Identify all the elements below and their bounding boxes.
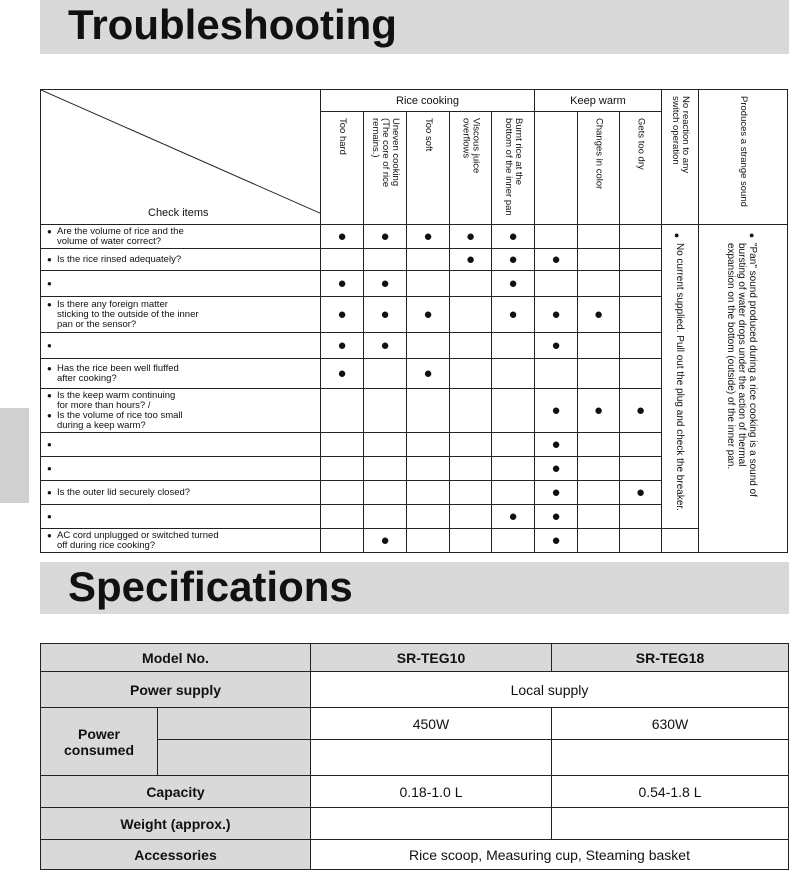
empty-cell: [578, 505, 620, 529]
applicable-dot-icon: ●: [364, 529, 407, 553]
empty-cell: [321, 481, 364, 505]
troubleshooting-title: Troubleshooting: [68, 1, 397, 48]
empty-cell: [620, 359, 662, 389]
check-item-text: during a keep warm?: [57, 419, 146, 431]
applicable-dot-icon: ●: [578, 297, 620, 333]
specifications-banner: [40, 562, 789, 614]
applicable-dot-icon: ●: [450, 249, 492, 271]
empty-cell: [578, 333, 620, 359]
applicable-dot-icon: ●: [535, 389, 578, 433]
bullet-icon: ●: [674, 230, 680, 240]
check-item-text: Has the rice been well fluffed: [57, 362, 179, 374]
keep-warm-header: Keep warm: [535, 90, 662, 112]
applicable-dot-icon: ●: [321, 333, 364, 359]
weight-label: Weight (approx.): [41, 808, 311, 840]
empty-cell: [620, 249, 662, 271]
empty-cell: [492, 333, 535, 359]
empty-cell: [450, 529, 492, 553]
empty-cell: [321, 249, 364, 271]
no-reaction-header: No reaction to any switch operation: [662, 90, 699, 225]
empty-cell: [407, 333, 450, 359]
applicable-dot-icon: ●: [535, 433, 578, 457]
empty-cell: [578, 481, 620, 505]
empty-cell: [535, 359, 578, 389]
empty-cell: [578, 457, 620, 481]
bullet-icon: ●: [47, 254, 52, 264]
empty-cell: [364, 249, 407, 271]
empty-cell: [321, 433, 364, 457]
empty-cell: [321, 529, 364, 553]
applicable-dot-icon: ●: [321, 225, 364, 249]
empty-cell: [492, 529, 535, 553]
applicable-dot-icon: ●: [407, 297, 450, 333]
specifications-table: [40, 643, 789, 870]
empty-cell: [578, 225, 620, 249]
empty-cell: [450, 333, 492, 359]
check-item-text: Is the volume of rice too small: [57, 409, 183, 421]
empty-cell: [620, 505, 662, 529]
bullet-icon: ●: [47, 439, 52, 449]
applicable-dot-icon: ●: [535, 249, 578, 271]
check-item: [41, 249, 321, 271]
specifications-title: Specifications: [68, 563, 353, 610]
empty-cell: [407, 271, 450, 297]
power-value-teg18: 630W: [552, 708, 789, 740]
empty-cell: [450, 297, 492, 333]
power-value-2-teg18: [552, 740, 789, 776]
applicable-dot-icon: ●: [620, 389, 662, 433]
model-sr-teg10: SR-TEG10: [311, 644, 552, 672]
bullet-icon: ●: [47, 390, 52, 400]
applicable-dot-icon: ●: [620, 481, 662, 505]
applicable-dot-icon: ●: [364, 225, 407, 249]
bullet-icon: ●: [47, 278, 52, 288]
capacity-label: Capacity: [41, 776, 311, 808]
power-value-teg10: 450W: [311, 708, 552, 740]
empty-cell: [321, 457, 364, 481]
applicable-dot-icon: ●: [535, 529, 578, 553]
empty-cell: [407, 433, 450, 457]
empty-cell: [620, 225, 662, 249]
symptom-column-header: Gets too dry: [620, 112, 662, 225]
empty-cell: [407, 249, 450, 271]
empty-cell: [620, 297, 662, 333]
symptom-column-header: Burnt rice at the bottom of the inner pan: [492, 112, 535, 225]
check-items-header: [41, 90, 321, 225]
bullet-icon: ●: [749, 230, 755, 240]
accessories-label: Accessories: [41, 840, 311, 870]
power-supply-label: Power supply: [41, 672, 311, 708]
empty-cell: [364, 433, 407, 457]
empty-cell: [535, 271, 578, 297]
symptom-column-header: Too hard: [321, 112, 364, 225]
empty-cell: [492, 389, 535, 433]
empty-cell: [364, 359, 407, 389]
strange-sound-note: [699, 225, 788, 553]
empty-cell: [492, 457, 535, 481]
empty-cell: [407, 529, 450, 553]
bullet-icon: ●: [47, 363, 52, 373]
symptom-column-header: [535, 112, 578, 225]
empty-cell: [364, 505, 407, 529]
check-item-text: Is the keep warm continuing: [57, 389, 176, 401]
weight-teg18: [552, 808, 789, 840]
applicable-dot-icon: ●: [535, 297, 578, 333]
bullet-icon: ●: [47, 340, 52, 350]
applicable-dot-icon: ●: [407, 359, 450, 389]
empty-cell: [450, 457, 492, 481]
check-item-text: Is there any foreign matter: [57, 298, 168, 310]
bullet-icon: ●: [47, 463, 52, 473]
applicable-dot-icon: ●: [364, 271, 407, 297]
power-sub-label-2: [158, 740, 311, 776]
symptom-column-header: Changes in color: [578, 112, 620, 225]
empty-cell: [578, 529, 620, 553]
empty-cell: [620, 529, 662, 553]
strange-sound-text: "Pan" sound produced during a rice cooking is a sound of bursting of water drops under the action of thermal expansion on the bottom (outside) of the inner pan.: [725, 243, 758, 497]
empty-cell: [620, 333, 662, 359]
check-item-text: off during rice cooking?: [57, 539, 156, 551]
troubleshooting-table: [40, 89, 788, 553]
empty-cell: [450, 389, 492, 433]
model-no-label: Model No.: [41, 644, 311, 672]
applicable-dot-icon: ●: [535, 333, 578, 359]
empty-cell: [578, 249, 620, 271]
check-item: [41, 333, 321, 359]
check-item: [41, 529, 321, 553]
troubleshooting-banner: [40, 0, 789, 54]
empty-cell: [620, 457, 662, 481]
check-item: [41, 457, 321, 481]
empty-cell: [620, 271, 662, 297]
empty-cell: [407, 389, 450, 433]
capacity-teg18: 0.54-1.8 L: [552, 776, 789, 808]
side-tab: [0, 408, 29, 503]
model-sr-teg18: SR-TEG18: [552, 644, 789, 672]
accessories-value: Rice scoop, Measuring cup, Steaming basket: [311, 840, 789, 870]
empty-cell: [364, 481, 407, 505]
power-value-2-teg10: [311, 740, 552, 776]
empty-cell: [492, 481, 535, 505]
applicable-dot-icon: ●: [535, 457, 578, 481]
applicable-dot-icon: ●: [492, 249, 535, 271]
empty-cell: [321, 389, 364, 433]
check-item-text: sticking to the outside of the inner: [57, 308, 199, 320]
empty-cell: [450, 271, 492, 297]
check-item-text: AC cord unplugged or switched turned: [57, 529, 219, 541]
symptom-column-header: Uneven cooking (The core of rice remains.): [364, 112, 407, 225]
empty-cell: [450, 505, 492, 529]
applicable-dot-icon: ●: [364, 297, 407, 333]
empty-cell: [450, 433, 492, 457]
empty-cell: [492, 433, 535, 457]
empty-cell: [407, 481, 450, 505]
check-item: [41, 481, 321, 505]
empty-cell: [407, 505, 450, 529]
power-sub-label-1: [158, 708, 311, 740]
check-item-row: [41, 529, 788, 553]
check-items-label: Check items: [148, 207, 209, 219]
symptom-column-header: Too soft: [407, 112, 450, 225]
check-item: [41, 505, 321, 529]
header-diagonal: [41, 90, 321, 214]
applicable-dot-icon: ●: [321, 359, 364, 389]
check-item-text: Is the outer lid securely closed?: [57, 486, 191, 498]
empty-cell: [620, 433, 662, 457]
applicable-dot-icon: ●: [321, 271, 364, 297]
check-item-text: volume of water correct?: [57, 235, 162, 247]
check-item: [41, 225, 321, 249]
check-item-text: after cooking?: [57, 372, 117, 384]
bullet-icon: ●: [47, 299, 52, 309]
check-item-text: Is the rice rinsed adequately?: [57, 253, 182, 265]
applicable-dot-icon: ●: [535, 505, 578, 529]
applicable-dot-icon: ●: [492, 505, 535, 529]
empty-cell: [321, 505, 364, 529]
bullet-icon: ●: [47, 410, 52, 420]
check-item-row: [41, 225, 788, 249]
weight-teg10: [311, 808, 552, 840]
check-item: [41, 389, 321, 433]
empty-cell: [450, 359, 492, 389]
bullet-icon: ●: [47, 226, 52, 236]
rice-cooking-header: Rice cooking: [321, 90, 535, 112]
check-item-text: for more than hours? /: [57, 399, 151, 411]
empty-cell: [662, 529, 699, 553]
check-item: [41, 271, 321, 297]
check-item-text: pan or the sensor?: [57, 318, 137, 330]
check-item: [41, 297, 321, 333]
power-supply-value: Local supply: [311, 672, 789, 708]
no-reaction-note: [662, 225, 699, 529]
empty-cell: [492, 359, 535, 389]
check-item: [41, 433, 321, 457]
applicable-dot-icon: ●: [578, 389, 620, 433]
no-reaction-text: No current supplied. Pull out the plug and check the breaker.: [674, 243, 685, 511]
strange-sound-header: Produces a strange sound: [699, 90, 788, 225]
applicable-dot-icon: ●: [492, 271, 535, 297]
bullet-icon: ●: [47, 487, 52, 497]
applicable-dot-icon: ●: [364, 333, 407, 359]
empty-cell: [578, 271, 620, 297]
check-item: [41, 359, 321, 389]
bullet-icon: ●: [47, 511, 52, 521]
applicable-dot-icon: ●: [535, 481, 578, 505]
empty-cell: [364, 457, 407, 481]
empty-cell: [535, 225, 578, 249]
symptom-column-header: Viscous juice overflows: [450, 112, 492, 225]
check-item-text: Are the volume of rice and the: [57, 225, 184, 237]
bullet-icon: ●: [47, 530, 52, 540]
empty-cell: [407, 457, 450, 481]
power-consumed-label: Power consumed: [41, 708, 158, 776]
applicable-dot-icon: ●: [321, 297, 364, 333]
empty-cell: [578, 433, 620, 457]
applicable-dot-icon: ●: [407, 225, 450, 249]
empty-cell: [578, 359, 620, 389]
empty-cell: [364, 389, 407, 433]
applicable-dot-icon: ●: [492, 225, 535, 249]
capacity-teg10: 0.18-1.0 L: [311, 776, 552, 808]
applicable-dot-icon: ●: [492, 297, 535, 333]
applicable-dot-icon: ●: [450, 225, 492, 249]
empty-cell: [450, 481, 492, 505]
